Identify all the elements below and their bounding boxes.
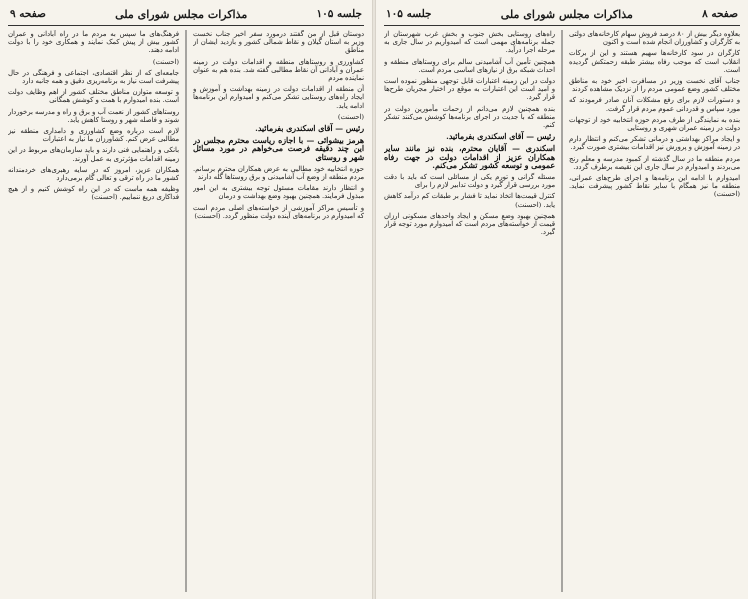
- paragraph: مسئله گرانی و تورم یکی از مسائلی است که باید با دقت مورد بررسی قرار گیرد و دولت تدابیر لازم را برای: [384, 173, 555, 190]
- paragraph: بعلاوه دیگر بیش از ۸۰ درصد فروش سهام کارخانه‌های دولتی به کارگران و کشاورزان انجام شده است و اکنون: [569, 30, 740, 47]
- paragraph: و انتظار دارند مقامات مسئول توجه بیشتری به این امور مبذول فرمایند. همچنین بهبود وضع بهداشت و درمان: [193, 184, 364, 201]
- paragraph: کشاورزی و روستاهای منطقه و اقدامات دولت در زمینه عمران و آبادانی آن نقاط مطالبی گفته شد. بنده هم به عنوان نماینده مردم: [193, 57, 364, 83]
- speaker-line: رئیس — آقای اسکندری بفرمائید.: [255, 124, 364, 134]
- speaker-line: اسکندری — آقایان محترم، بنده نیز مانند سایر همکاران عزیز از اقدامات دولت در جهت رفاه عمومی و توسعه کشور تشکر می‌کنم.: [384, 144, 555, 170]
- paragraph: کارگران در سود کارخانه‌ها سهیم هستند و این از برکات انقلاب است که موجب رفاه بیشتر طبقه زحمتکش گردیده است.: [569, 49, 740, 74]
- paragraph: فرهنگ‌های ما سپس به مردم ما در راه آبادانی و عمران کشور بیش از پیش کمک نمایند و همکاری خود را با دولت ادامه دهند.: [8, 30, 179, 55]
- paragraph: جامعه‌ای که از نظر اقتصادی، اجتماعی و فرهنگی در حال پیشرفت است نیاز به برنامه‌ریزی دقیق و همه جانبه دارد: [8, 68, 179, 86]
- right-page-column-left: [384, 30, 555, 592]
- right-page-header: [384, 6, 740, 26]
- left-page-number: صفحه ۹: [10, 8, 46, 20]
- paragraph: (احسنت): [152, 57, 179, 66]
- paragraph: وظیفه همه ماست که در این راه کوشش کنیم و از هیچ فداکاری دریغ ننماییم. (احسنت): [8, 185, 179, 202]
- left-session-label: جلسه ۱۰۵: [316, 8, 362, 20]
- column-divider: [186, 30, 187, 592]
- column-divider: [562, 30, 563, 592]
- right-page-column-right: [569, 30, 740, 592]
- paragraph: و تأسیس مراکز آموزشی از خواسته‌های اصلی مردم است که امیدوارم در برنامه‌های آینده دولت منظور گردد. (احسنت): [193, 203, 364, 220]
- paragraph: آن منطقه از اقدامات دولت در زمینه بهداشت و آموزش و ایجاد راه‌های روستایی تشکر می‌کنم و امیدوارم این برنامه‌ها ادامه یابد.: [193, 85, 364, 110]
- paragraph: و ایجاد مراکز بهداشتی و درمانی تشکر می‌کنم و انتظار دارم در زمینه آموزش و پرورش نیز اقدامات بیشتری صورت گیرد.: [569, 135, 740, 152]
- left-page-header: [8, 6, 364, 26]
- paragraph: و دستورات لازم برای رفع مشکلات آنان صادر فرمودند که مورد سپاس و قدردانی عموم مردم قرار گرفت.: [569, 96, 740, 113]
- left-page-column-right: [193, 30, 364, 592]
- speaker-line: هرمز بیشوائی — با اجازه ریاست محترم مجلس در این چند دقیقه فرصت می‌خواهم در مورد مسائل شهر و روستای: [193, 136, 364, 162]
- paragraph: همچنین تأمین آب آشامیدنی سالم برای روستاهای منطقه و احداث شبکه برق از نیازهای اساسی مردم است.: [384, 57, 555, 74]
- paragraph: بنده به نمایندگی از طرف مردم حوزه انتخابیه خود از توجهات دولت در زمینه عمران شهری و روستایی: [569, 115, 740, 133]
- paragraph: و توسعه متوازن مناطق مختلف کشور از اهم وظایف دولت است. بنده امیدوارم با همت و کوشش همگانی: [8, 88, 179, 105]
- paragraph: حوزه انتخابیه خود مطالبی به عرض همکاران محترم برسانم. مردم منطقه از وضع آب آشامیدنی و برق روستاها گله دارند: [193, 164, 364, 182]
- paragraph: دولت در این زمینه اعتبارات قابل توجهی منظور نموده است و امید است این اعتبارات به موقع در اختیار مجریان طرح‌ها قرار گیرد.: [384, 77, 555, 102]
- paragraph: مردم منطقه ما در سال گذشته از کمبود مدرسه و معلم رنج می‌بردند و امیدوارم در سال جاری این نقیصه برطرف گردد.: [569, 154, 740, 171]
- paragraph: همچنین بهبود وضع مسکن و ایجاد واحدهای مسکونی ارزان قیمت از خواسته‌های مردم است که امیدوارم مورد توجه قرار گیرد.: [384, 211, 555, 237]
- paragraph: کنترل قیمت‌ها اتخاذ نماید تا فشار بر طبقات کم درآمد کاهش یابد. (احسنت): [384, 192, 555, 209]
- paragraph: بانکی و راهنمایی فنی دارند و باید سازمان‌های مربوط در این زمینه اقدامات مؤثرتری به عمل آورند.: [8, 146, 179, 163]
- right-session-label: جلسه ۱۰۵: [386, 8, 432, 20]
- right-page-title: مذاکرات مجلس شورای ملی: [500, 7, 633, 21]
- paragraph: لازم است درباره وضع کشاورزی و دامداری منطقه نیز مطالبی عرض کنم. کشاورزان ما نیاز به اعتبارات: [8, 127, 179, 144]
- paragraph: دوستان قبل از من گفتند درمورد سفر اخیر جناب نخست وزیر به استان گیلان و نقاط شمالی کشور و بازدید ایشان از مناطق: [193, 30, 364, 55]
- right-page-number: صفحه ۸: [702, 8, 738, 20]
- paragraph: (احسنت): [337, 112, 364, 121]
- right-page-columns: [384, 30, 740, 592]
- left-page-column-left: [8, 30, 179, 592]
- paragraph: همکاران عزیز، امروز که در سایه رهبری‌های خردمندانه کشور ما در راه ترقی و تعالی گام برمی‌دارد: [8, 165, 179, 183]
- left-page-title: مذاکرات مجلس شورای ملی: [115, 7, 248, 21]
- speaker-line: رئیس — آقای اسکندری بفرمائید.: [446, 132, 555, 142]
- paragraph: جناب آقای نخست وزیر در مسافرت اخیر خود به مناطق مختلف کشور وضع عمومی مردم را از نزدیک مشاهده کردند: [569, 77, 740, 94]
- paragraph: روستاهای کشور از نعمت آب و برق و راه و مدرسه برخوردار شوند و فاصله شهر و روستا کاهش یابد.: [8, 107, 179, 124]
- right-page: [376, 0, 748, 599]
- left-page-columns: [8, 30, 364, 592]
- paragraph: امیدوارم با ادامه این برنامه‌ها و اجرای طرح‌های عمرانی، منطقه ما نیز همگام با سایر نقاط کشور پیشرفت نماید. (احسنت): [569, 174, 740, 199]
- left-page: [0, 0, 372, 599]
- paragraph: بنده همچنین لازم می‌دانم از زحمات مأمورین دولت در منطقه که با جدیت در اجرای برنامه‌ها کوشش می‌کنند تشکر کنم.: [384, 104, 555, 130]
- paragraph: راه‌های روستایی بخش جنوب و بخش غرب شهرستان از جمله برنامه‌های مهمی است که امیدواریم در سال جاری به مرحله اجرا درآید.: [384, 30, 555, 55]
